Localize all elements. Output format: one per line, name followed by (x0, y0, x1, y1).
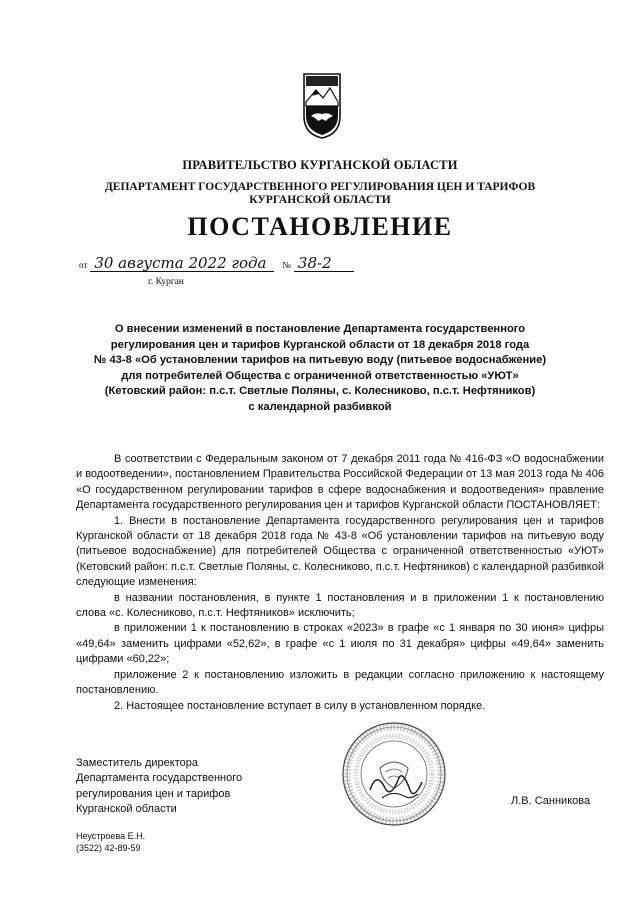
department-name-line1: ДЕПАРТАМЕНТ ГОСУДАРСТВЕННОГО РЕГУЛИРОВАНИЯ ЦЕН И ТАРИФОВ (104, 181, 536, 193)
official-seal-stamp (340, 720, 448, 828)
government-name: ПРАВИТЕЛЬСТВО КУРГАНСКОЙ ОБЛАСТИ (182, 158, 458, 172)
handwritten-number: 38-2 (294, 256, 354, 272)
signatory-position (76, 756, 242, 818)
executor-phone: (3522) 42-89-59 (76, 843, 141, 853)
city-label: г. Курган (148, 277, 184, 287)
resolution-body (76, 452, 604, 714)
date-from-label: от (79, 260, 88, 270)
body-paragraph-item-2: 2. Настоящее постановление вступает в силу в установленном порядке. (114, 699, 486, 712)
body-paragraph-preamble: В соответствии с Федеральным законом от 7 декабря 2011 года № 416-ФЗ «О водоснабжении и водоотведении», постановлением Правительства Российской Федерации от 13 мая 2013 года № 406 «О государственном регулировании тарифов в сфере водоснабжения и водоотведения» правление Департамента государственного регулирования цен и тарифов Курганской области ПОСТАНОВЛЯЕТ: (76, 453, 604, 512)
signatory-name: Л.В. Санникова (511, 795, 591, 807)
title-line: (Кетовский район: п.с.т. Светлые Поляны, с. Колесниково, п.с.т. Нефтяников) (104, 385, 536, 398)
title-line: для потребителей Общества с ограниченной ответственностью «УЮТ» (121, 369, 519, 382)
title-line: О внесении изменений в постановление Департамента государственного (114, 323, 526, 335)
executor-info (76, 830, 145, 854)
document-type-heading: ПОСТАНОВЛЕНИЕ (187, 212, 453, 241)
position-line: регулирования цен и тарифов (76, 787, 231, 800)
number-label: № (282, 260, 291, 270)
position-line: Департамента государственного (76, 772, 243, 785)
date-number-line (76, 256, 354, 272)
coat-of-arms-emblem (302, 72, 342, 140)
position-line: Курганской области (76, 803, 177, 816)
department-name (0, 181, 640, 207)
body-paragraph-item-1: 1. Внести в постановление Департамента государственного регулирования цен и тарифов Курганской области от 18 декабря 2018 года № 43-8 «Об установлении тарифов на питьевую воду (питьевое водоснабжение) для потребителей Общества с ограниченной ответственностью «УЮТ» (Кетовский район: п.с.т. Светлые Поляны, с. Колесниково, п.с.т. Нефтяников) с календарной разбивкой следующие изменения: (76, 514, 604, 589)
title-line: с календарной разбивкой (248, 400, 392, 413)
department-name-line2: КУРГАНСКОЙ ОБЛАСТИ (249, 194, 391, 206)
handwritten-date: 30 августа 2022 года (90, 256, 274, 272)
body-paragraph-change-3: приложение 2 к постановлению изложить в редакции согласно приложению к настоящему постановлению. (76, 668, 604, 697)
body-paragraph-change-1: в названии постановления, в пункте 1 постановления и в приложении 1 к постановлению слова «с. Колесниково, п.с.т. Нефтяников» исключить; (76, 591, 604, 620)
resolution-title (60, 322, 580, 416)
body-paragraph-change-2: в приложении 1 к постановлению в строках «2023» в графе «с 1 января по 30 июня» цифры «49,64» заменить цифрами «52,62», в графе «с 1 июля по 31 декабря» цифры «49,64» заменить цифрами «60,22»; (76, 622, 604, 666)
title-line: регулирования цен и тарифов Курганской области от 18 декабря 2018 года (110, 338, 530, 351)
title-line: № 43-8 «Об установлении тарифов на питьевую воду (питьевое водоснабжение) (93, 354, 547, 367)
position-line: Заместитель директора (76, 757, 198, 769)
executor-name: Неустроева Е.Н. (76, 831, 146, 841)
